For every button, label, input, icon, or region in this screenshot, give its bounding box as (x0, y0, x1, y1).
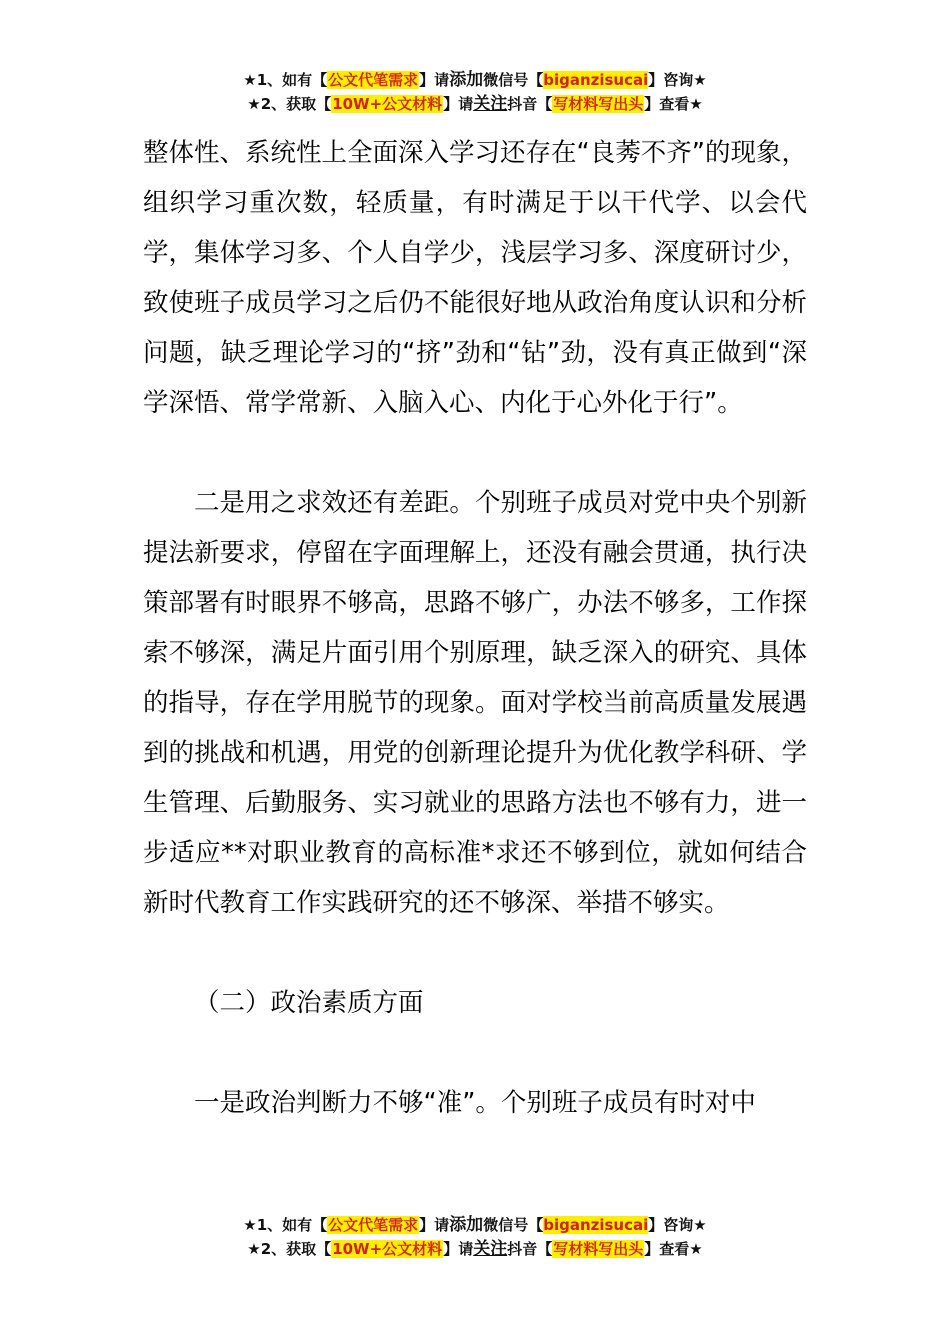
document-body (143, 128, 807, 1128)
banner-text: 】咨询★ (648, 1216, 707, 1234)
banner-bold-word: 添加 (449, 70, 484, 90)
banner-text: 微信号【 (483, 1216, 544, 1234)
banner-text: 】请 (419, 71, 450, 89)
banner-text: 】查看★ (644, 1240, 703, 1258)
banner-text: 抖音【 (507, 95, 553, 113)
star-icon: ★ (243, 71, 257, 89)
highlight-douyin: 写材料写出头 (553, 1240, 644, 1258)
banner-text: 2、获取【 (260, 95, 332, 113)
banner-text: 】咨询★ (648, 71, 707, 89)
highlight-service: 公文代笔需求 (328, 1216, 419, 1234)
footer-banner (0, 1213, 950, 1261)
header-banner (0, 68, 950, 116)
banner-line-1 (0, 1213, 950, 1237)
banner-text: 】查看★ (644, 95, 703, 113)
banner-bold-word: 添加 (449, 1215, 484, 1235)
banner-line-2 (0, 92, 950, 116)
banner-line-2 (0, 1237, 950, 1261)
banner-line-1 (0, 68, 950, 92)
star-icon: ★ (247, 95, 261, 113)
paragraph-1: 整体性、系统性上全面深入学习还存在“良莠不齐”的现象，组织学习重次数，轻质量，有时满足于以干代学、以会代学，集体学习多、个人自学少，浅层学习多、深度研讨少，致使班子成员学习之后仍不能很好地从政治角度认识和分析问题，缺乏理论学习的“挤”劲和“钻”劲，没有真正做到“深学深悟、常学常新、入脑入心、内化于心外化于行”。 (143, 138, 807, 418)
paragraph-3: 一是政治判断力不够“准”。个别班子成员有时对中 (194, 1088, 756, 1118)
banner-text: 】请 (443, 1240, 474, 1258)
star-icon: ★ (247, 1240, 261, 1258)
highlight-service: 公文代笔需求 (328, 71, 419, 89)
highlight-materials: 10W+公文材料 (332, 95, 443, 113)
highlight-wechat-id: biganzisucai (543, 71, 649, 89)
section-heading: （二）政治素质方面 (194, 988, 424, 1018)
banner-text: 抖音【 (507, 1240, 553, 1258)
banner-text: 1、如有【 (256, 71, 328, 89)
highlight-wechat-id: biganzisucai (543, 1216, 649, 1234)
banner-text: 1、如有【 (256, 1216, 328, 1234)
banner-underline-word: 关注 (473, 1239, 508, 1259)
banner-text: 微信号【 (483, 71, 544, 89)
paragraph-2: 二是用之求效还有差距。个别班子成员对党中央个别新提法新要求，停留在字面理解上，还没有融会贯通，执行决策部署有时眼界不够高，思路不够广，办法不够多，工作探索不够深，满足片面引用个别原理，缺乏深入的研究、具体的指导，存在学用脱节的现象。面对学校当前高质量发展遇到的挑战和机遇，用党的创新理论提升为优化教学科研、学生管理、后勤服务、实习就业的思路方法也不够有力，进一步适应**对职业教育的高标准*求还不够到位，就如何结合新时代教育工作实践研究的还不够深、举措不够实。 (143, 488, 807, 918)
highlight-douyin: 写材料写出头 (553, 95, 644, 113)
highlight-materials: 10W+公文材料 (332, 1240, 443, 1258)
banner-text: 】请 (443, 95, 474, 113)
star-icon: ★ (243, 1216, 257, 1234)
banner-text: 】请 (419, 1216, 450, 1234)
banner-underline-word: 关注 (473, 94, 508, 114)
banner-text: 2、获取【 (260, 1240, 332, 1258)
